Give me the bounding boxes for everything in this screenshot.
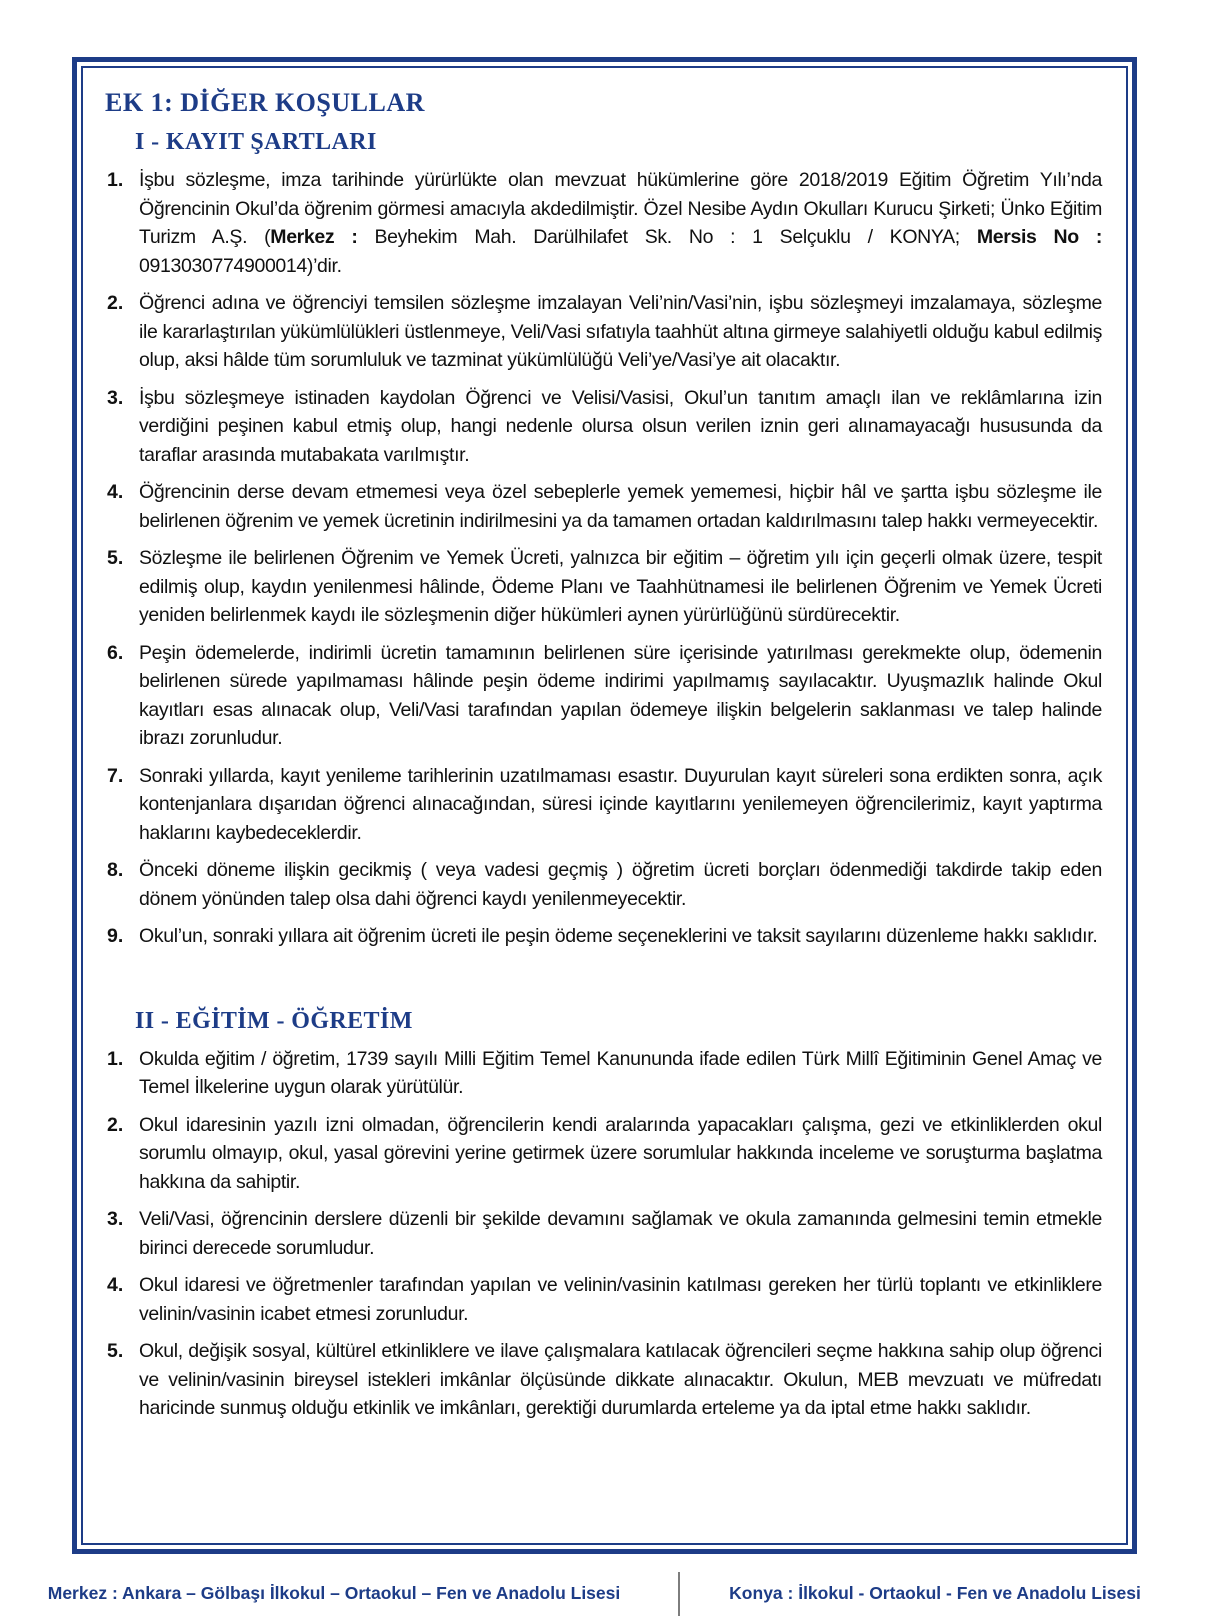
clause-text: Okulda eğitim / öğretim, 1739 sayılı Milli Eğitim Temel Kanununda ifade edilen Türk Millî Eğitiminin Genel Amaç ve Temel İlkelerine uygun olarak yürütülür. (139, 1047, 1102, 1098)
clause-item (105, 922, 1102, 951)
document-border-inner (81, 66, 1128, 1545)
clause-text-bold: Merkez : (270, 226, 375, 248)
clause-number: 9. (107, 925, 124, 947)
clause-text: Önceki döneme ilişkin gecikmiş ( veya vadesi geçmiş ) öğretim ücreti borçları ödenmediği takdirde takip eden dönem yönünden talep olsa dahi öğrenci kaydı yenilenmeyecektir. (139, 859, 1102, 910)
clause-item (105, 289, 1102, 375)
clause-item (105, 544, 1102, 630)
clause-item (105, 478, 1102, 535)
clause-item (105, 762, 1102, 848)
clause-number: 5. (107, 1340, 124, 1362)
section-heading: II - EĞİTİM - ÖĞRETİM (135, 1007, 413, 1034)
clause-number: 3. (107, 1208, 124, 1230)
clause-number: 5. (107, 547, 124, 569)
clause-text: Okul idaresinin yazılı izni olmadan, öğrencilerin kendi aralarında yapacakları çalışma, gezi ve etkinliklerden okul sorumlu olmayıp, okul, yasal görevini yerine getirmek üzere sorumlular hakkında inceleme ve soruşturma başlatma hakkına da sahiptir. (139, 1113, 1102, 1193)
page-footer (0, 1570, 1208, 1616)
sections-container (105, 128, 1102, 1423)
clause-item (105, 1045, 1102, 1102)
section-heading: I - KAYIT ŞARTLARI (135, 129, 377, 155)
clause-text: Peşin ödemelerde, indirimli ücretin tamamının belirlenen süre içerisinde yatırılması gerekmekte olup, ödemenin belirlenen sürede yapılmaması hâlinde peşin ödeme indirimi yapılmamış sayılacaktır. Uyuşmazlık halinde Okul kayıtları esas alınacak olup, Veli/Vasi tarafından yapılan ödemeye ilişkin belgelerin saklanması ve talep halinde ibrazı zorunludur. (139, 641, 1102, 749)
clause-text: Öğrencinin derse devam etmemesi veya özel sebeplerle yemek yememesi, hiçbir hâl ve şartta işbu sözleşme ile belirlenen öğrenim ve yemek ücretinin indirilmesini ya da tamamen ortadan kaldırılmasını talep hakkı vermeyecektir. (139, 481, 1102, 532)
clause-number: 1. (107, 1047, 124, 1070)
clause-text: Sözleşme ile belirlenen Öğrenim ve Yemek Ücreti, yalnızca bir eğitim – öğretim yılı için geçerli olmak üzere, tespit edilmiş olup, kaydın yenilenmesi hâlinde, Ödeme Planı ve Taahhütnamesi ile belirlenen Öğrenim ve Yemek Ücreti yeniden belirlenmek kaydı ile sözleşmenin diğer hükümleri aynen yürürlüğünü sürdürecektir. (139, 547, 1102, 626)
clause-text: Öğrenci adına ve öğrenciyi temsilen sözleşme imzalayan Veli’nin/Vasi’nin, işbu sözleşmeyi imzalamaya, sözleşme ile kararlaştırılan yükümlülükleri üstlenmeye, Veli/Vasi sıfatıyla taahhüt altına girmeye salahiyetli olduğu kabul edilmiş olup, aksi hâlde tüm sorumluluk ve tazminat yükümlülüğü Veli’ye/Vasi’ye ait olacaktır. (139, 292, 1102, 371)
clause-number: 4. (107, 481, 124, 503)
clause-number: 2. (107, 1113, 124, 1136)
footer-merkez-text: Merkez : Ankara – Gölbaşı İlkokul – Ortaokul – Fen ve Anadolu Lisesi (47, 1582, 621, 1603)
clause-list (105, 166, 1102, 951)
clause-item (105, 1111, 1102, 1197)
clause-item (105, 1337, 1102, 1423)
clause-text: Okul’un, sonraki yıllara ait öğrenim ücreti ile peşin ödeme seçeneklerini ve taksit sayılarını düzenleme hakkı saklıdır. (139, 925, 1098, 947)
clause-item (105, 166, 1102, 280)
clause-text: İşbu sözleşmeye istinaden kaydolan Öğrenci ve Velisi/Vasisi, Okul’un tanıtım amaçlı ilan ve reklâmlarına izin verdiğini peşinen kabul etmiş olup, hangi nedenle olursa olsun verilen iznin geri alınamayacağı hususunda da taraflar arasında mutabakata varılmıştır. (139, 386, 1102, 466)
clause-text: Beyhekim Mah. Darülhilafet Sk. No : 1 Selçuklu / KONYA; (374, 226, 977, 248)
clause-number: 2. (107, 292, 124, 314)
clause-item (105, 1205, 1102, 1262)
clause-number: 4. (107, 1274, 124, 1296)
clause-item (105, 384, 1102, 470)
clause-item (105, 1271, 1102, 1328)
clause-text: Okul idaresi ve öğretmenler tarafından yapılan ve velinin/vasinin katılması gereken her türlü toplantı ve etkinliklere velinin/vasinin icabet etmesi zorunludur. (139, 1274, 1102, 1325)
clause-number: 1. (107, 169, 124, 191)
document-title: EK 1: DİĞER KOŞULLAR (105, 88, 425, 117)
clause-item (105, 639, 1102, 753)
footer-konya-text: Konya : İlkokul - Ortaokul - Fen ve Anadolu Lisesi (729, 1582, 1141, 1603)
clause-text: Okul, değişik sosyal, kültürel etkinliklere ve ilave çalışmalara katılacak öğrencileri seçme hakkına sahip olup öğrenci ve velinin/vasinin bireysel istekleri imkânlar ölçüsünde dikkate alınacaktır. Okulun, MEB mevzuatı ve müfredatı haricinde sunmuş olduğu etkinlik ve imkânları, gerektiği durumlarda erteleme ya da iptal etme hakkı saklıdır. (139, 1340, 1102, 1419)
clause-item (105, 856, 1102, 913)
clause-text: Sonraki yıllarda, kayıt yenileme tarihlerinin uzatılmaması esastır. Duyurulan kayıt süreleri sona erdikten sonra, açık kontenjanlara dışarıdan öğrenci alınacağından, süresi içinde kayıtlarını yenilemeyen öğrencilerimiz, kayıt yaptırma haklarını kaybedeceklerdir. (139, 764, 1102, 844)
document-border-outer (72, 57, 1137, 1554)
clause-text-bold: Mersis No : (976, 226, 1102, 248)
clause-number: 3. (107, 386, 124, 409)
clause-list (105, 1045, 1102, 1423)
clause-number: 6. (107, 641, 124, 664)
clause-number: 7. (107, 764, 124, 787)
clause-text: 0913030774900014)’dir. (139, 254, 342, 277)
clause-number: 8. (107, 859, 124, 881)
clause-text: Veli/Vasi, öğrencinin derslere düzenli bir şekilde devamını sağlamak ve okula zamanında gelmesini temin etmekle birinci derecede sorumludur. (139, 1208, 1102, 1259)
clause-text: İşbu sözleşme, imza tarihinde yürürlükte olan mevzuat hükümlerine göre 2018/2019 Eğitim Öğretim Yılı’nda Öğrencinin Okul’da öğrenim görmesi amacıyla akdedilmiştir. Özel Nesibe Aydın Okulları Kurucu Şirketi; Ünko Eğitim Turizm A.Ş. ( (139, 169, 1102, 248)
footer-divider (678, 1572, 680, 1616)
